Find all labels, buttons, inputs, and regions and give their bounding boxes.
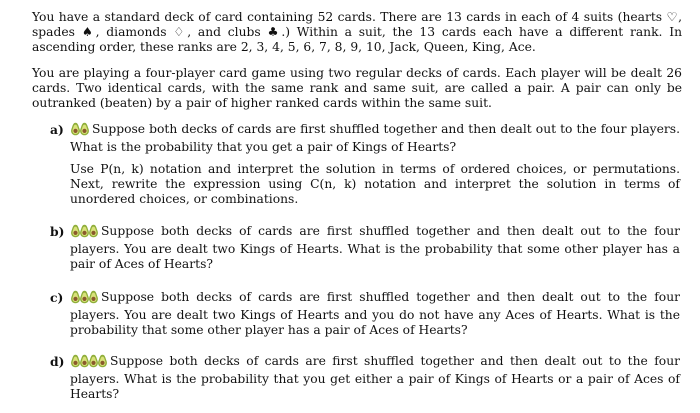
question-b [50, 224, 680, 272]
difficulty-rating [70, 290, 97, 308]
question-letter: d) [50, 354, 65, 369]
question-a [50, 122, 680, 155]
avocado-icon [88, 290, 99, 304]
difficulty-rating [70, 354, 106, 372]
question-letter: a) [50, 122, 64, 137]
question-text: Suppose both decks of cards are first shuffled together and then dealt out to the four players. What is the probability that you get a pair of Kings of Hearts? [70, 122, 680, 154]
intro-paragraph-2: You are playing a four-player card game using two regular decks of cards. Each player will be dealt 26 cards. Two identical cards, with the same rank and same suit, are called a pair. A pair can only be outranked (beaten) by a pair of higher ranked cards within the same suit. [32, 66, 682, 110]
difficulty-rating [70, 224, 97, 242]
avocado-icon [88, 224, 99, 238]
avocado-icon [79, 122, 90, 136]
avocado-icon [97, 354, 108, 368]
question-c [50, 290, 680, 338]
difficulty-rating [70, 122, 88, 140]
question-a-instructions: Use P(n, k) notation and interpret the solution in terms of ordered choices, or permutations. Next, rewrite the expression using C(n, k) notation and interpret the solution in terms of unordered choices, or combinations. [70, 162, 680, 206]
question-letter: c) [50, 290, 64, 305]
question-letter: b) [50, 224, 65, 239]
question-text: Suppose both decks of cards are first shuffled together and then dealt out to the four players. You are dealt two Kings of Hearts and you do not have any Aces of Hearts. What is the probability that some other player has a pair of Aces of Hearts? [70, 290, 680, 337]
intro-paragraph-1: You have a standard deck of card containing 52 cards. There are 13 cards in each of 4 suits (hearts ♡, spades ♠, diamonds ♢, and clubs ♣.) Within a suit, the 13 cards each have a different rank. In ascending order, these ranks are 2, 3, 4, 5, 6, 7, 8, 9, 10, Jack, Queen, King, Ace. [32, 10, 682, 54]
question-text: Suppose both decks of cards are first shuffled together and then dealt out to the four players. You are dealt two Kings of Hearts. What is the probability that some other player has a pair of Aces of Hearts? [70, 224, 680, 271]
question-text: Suppose both decks of cards are first shuffled together and then dealt out to the four players. What is the probability that you get either a pair of Kings of Hearts or a pair of Aces of Hearts? [70, 354, 680, 401]
question-d [50, 354, 680, 402]
